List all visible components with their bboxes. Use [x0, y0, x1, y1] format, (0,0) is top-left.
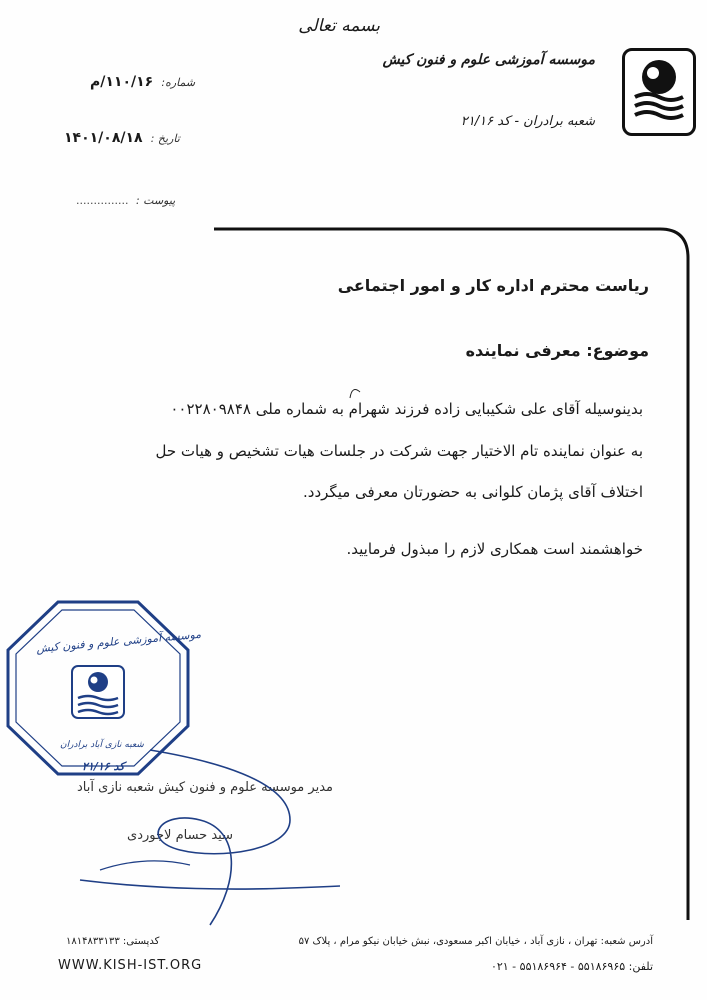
footer-postal-code: کدپستی: ۱۸۱۴۸۳۳۱۳۳ [66, 936, 160, 947]
body-line: بدینوسیله آقای علی شکیبایی زاده فرزند شهرام به شماره ملی ۰۰۲۲۸۰۹۸۴۸ [170, 400, 643, 418]
footer-phone: تلفن: ۵۵۱۸۶۹۶۵ - ۵۵۱۸۶۹۶۴ - ۰۲۱ [490, 960, 653, 973]
institute-stamp [2, 598, 194, 778]
signatory-title: مدیر موسسه علوم و فنون کیش شعبه نازی آباد [76, 780, 333, 795]
footer-website: WWW.KISH-IST.ORG [58, 958, 203, 973]
number-value: ۱۱۰/۱۶/م [90, 74, 154, 90]
letter-date-row [64, 130, 180, 146]
basmala-heading: بسمه تعالی [298, 16, 380, 36]
stamp-branch: شعبه نازی آباد برادران [60, 740, 144, 750]
signatory-name: سید حسام لاجوردی [127, 828, 233, 843]
number-label: شماره: [161, 76, 196, 89]
subject-line: موضوع: معرفی نماینده [465, 341, 649, 360]
kish-institute-logo-icon [622, 48, 696, 136]
footer-address: آدرس شعبه: تهران ، نازی آباد ، خیابان اکبر مسعودی، نبش خیابان نیکو مرام ، پلاک ۵۷ [298, 936, 653, 947]
attachment-value: ............... [76, 194, 129, 207]
branch-code: شعبه برادران - کد ۲۱/۱۶ [460, 114, 595, 129]
body-line: به عنوان نماینده تام الاختیار جهت شرکت در جلسات هیات تشخیص و هیات حل [155, 442, 643, 460]
institute-name: موسسه آموزشی علوم و فنون کیش [382, 52, 595, 68]
body-line: اختلاف آقای پژمان کلوانی به حضورتان معرفی میگردد. [303, 483, 643, 501]
letter-number-row [90, 74, 195, 90]
stamp-institute-name: موسسه آموزشی علوم و فنون کیش [35, 627, 202, 656]
addressee: ریاست محترم اداره کار و امور اجتماعی [337, 276, 649, 295]
stamp-code: کد ۲۱/۱۶ [82, 760, 125, 773]
date-value: ۱۴۰۱/۰۸/۱۸ [64, 130, 143, 146]
attachment-label: پیوست : [135, 194, 176, 207]
attachment-row [76, 194, 175, 207]
date-label: تاریخ : [150, 132, 180, 145]
closing-line: خواهشمند است همکاری لازم را مبذول فرمایید. [346, 540, 643, 558]
